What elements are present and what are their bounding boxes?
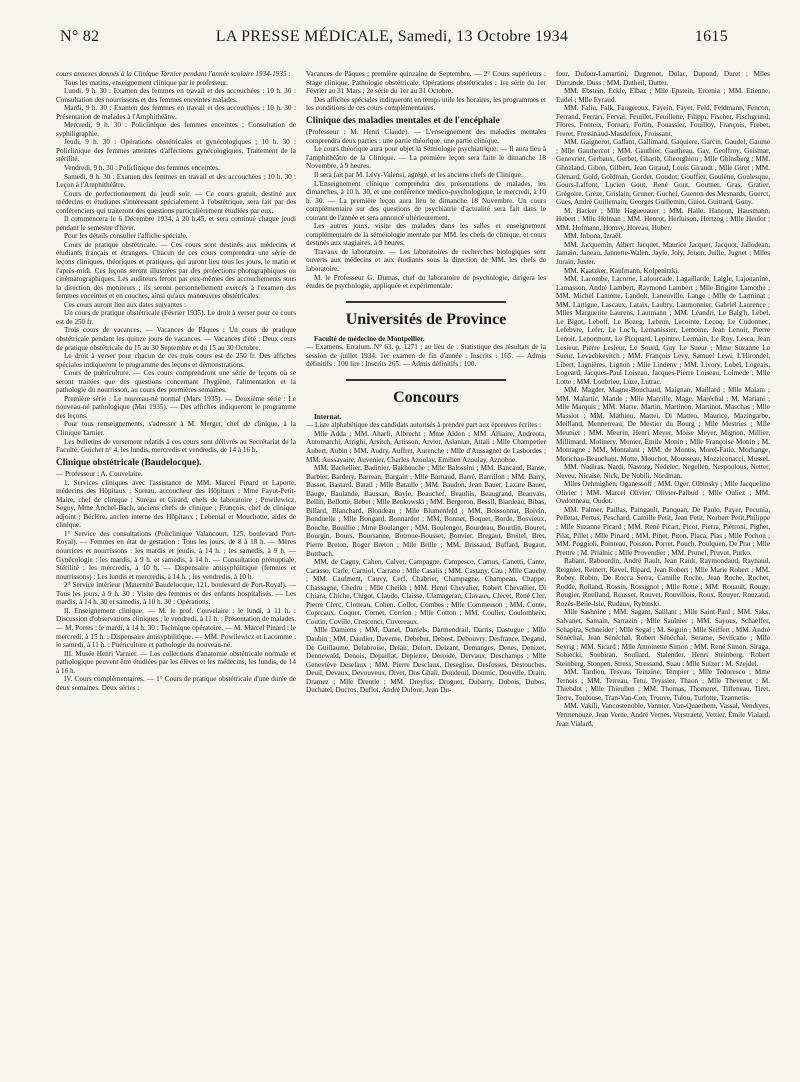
paragraph: MM. Palmer, Paillas, Paingault, Panquan, De Paulo, Payer, Pecunia, Pelletat, Pertus, Peschard, Camille Petit, Jean Petit, Norbert Petit,Philippe ; Mlle Suzanne Picard ; MM. René Picart, Picot, Pierra, Piétroni, Pighet, Pilat, Pillet ; Mlle Pinard ; MM. Pinet, Piton, Placa, Plas ; Mlle Pochon ; MM. Poggioli, Pointeau, Poisson, Porret, Pouch, Poulquen, De Prat ; Mlle Prettre ; M. Prialnic ; Mlle Provendier ; MM. Prunel, Pruvot, Purko. (556, 505, 770, 557)
paragraph: (Professeur : M. Henri Claude). — L'enseignement des maladies mentales comprendra deux parties : une partie théorique, une partie clinique. (306, 128, 546, 145)
paragraph: MM. Vakili, Vancostenoble, Vannier, Van-Quaethem, Vassal, Vendryes, Vermenouze, Jean Verne, André Vernes, Verstraete, Vettier, Émile Vialard, Jean Vialard, (556, 702, 770, 728)
paragraph: Il sera fait par M. Lévy-Valensi, agrégé, et les anciens chefs de Clinique. (314, 170, 523, 179)
paragraph: MM. Falíu, Falk, Faugeroux, Fayein, Fayet, Feld, Feldmann, Fencon, Ferrand, Ferrari, Ferval, Feuillet, Feuillette, Filippi, Fischer, Fischgrund, Flores, Fonteix, Fornari, Fortin, Fouassier, Fouilloy, François, Frebet, Freret, Fressinaud-Masdefeix, Froissant. (556, 104, 770, 138)
paragraph: Un cours de pratique obstétricale (Février 1935). Le droit à verser pour ce cours est de 250 fr. (56, 309, 296, 326)
paragraph: — Professeur : A. Couvelaire. (56, 470, 143, 479)
section-title-universites: Universités de Province (345, 310, 507, 328)
paragraph: — Examens. Erratum. N° 63, p. 1271 ; au lieu de : Statistique des résultats de la session de juillet 1934. 1er examen de fin d'année : Inscrits : 165. — Admis définitifs : 100 lire : Inscrits 265. — Admis définitifs : 100. (306, 343, 546, 369)
paragraph: Rabant, Rabourdin, André Rault, Jean Rault, Raymondaud, Raynaud, Reignier, Reinert, Revel, Ripard, Jean Robert ; Mlle Marie Robert ; MM. Robey, Robin, De Rocca Serra, Camille Roche, Jean Roche, Rochet, Rodde, Rolland, Rossin, Rossignol ; Mlle Rotte ; MM. Rouault, Rouge, Rougier, Roulland, Rousset, Rouvet, Rouvillois, Roux, Rouyer, Rouzaud, Rozès-Belle-Isle, Rudaux, Rybinski. (556, 557, 770, 608)
paragraph: MM. Magder, Magne-Bouchaud, Maignan, Maillard ; Mlle Malam ; MM. Malartic, Mande ; Mlle Marcille, Mage, Maréchal ; M. Mariani ; Mlle Marquis ; MM. Marre, Martin, Martinon, Martinot, Maschas ; Mlle Massiot ; MM. Mathieu, Mattei, Di Matteo, Maurice, Mazingarbe, Meilland, Mennetreau, De Mestier du Bourg ; Mlle Mestries ; Mlle Meunier ; MM. Meurin, Henri Meyer, Moise Meyer, Mignon, Millier, Millimard, Molinery, Monier, Émile Monin ; Mlle Françoise Monin ; M. Montagne ; MM. Montalant ; MM. de Montis, Morel-Fatio, Morhange, Morichau-Beauchant, Motte, Mouchot, Mousseau, Mozziconacci, Mussel. (556, 386, 770, 463)
paragraph: 2° Service intérieur (Maternité Baudelocque, 121, boulevard de Port-Royal). — Tous les jours, à 9 h. 30 : Visite des femmes et des enfants hospitalisés. — Les mardis, à 14 h. 30 et samedis, à 10 h. 30 : Opérations. (56, 581, 296, 607)
paragraph: Mlle Adda ; MM. Aharfi, Albrecht ; Mme Aldon ; MM. Alliaire, Andreota, Antomarchi, Arrighi, Arsitch, Artisson, Arvier, Aslanian, Attali ; Mlle Champetier Aubert, Aubin ; MM. Audry, Auffret, Aurenche ; Mlle d'Aussagnel de Lasbordes ; MM. Aussavaire, Auvenier, Charles Azoulay, Emilien Azoulay, Aznoboe. (306, 429, 546, 464)
paragraph: MM. Gaignerot, Gallant, Gallimard, Gaquiere, Garcin, Gaudel, Gaume ; Mlle Gauthercot ; MM. Gauthier, Gautheau, Gay, Geoffroy, Geismar, Genevrier, Gerbaux, Gerbet, Gharib, Gheorghiou ; Mlle Ghinsberg ; MM. Ghozland, Gibon, Gilbert, Jean Giraud, Louis Giraudt ; Mlle Giret ; MM. Glenard, Gold, Goldman, Gordet, Goudot, Gouffier, Goulène, Goulesque, Gours-Laffont, Lucien Gout, René Gout, Goutner, Gras, Gratier, Grégoire, Grèze, Grislain, Gruner, Guchel, Guenon des Mesnards, Guerct, Gues, André Guillemain, Georges Guillemin, Guiot, Guittard, Guny. (556, 138, 770, 207)
paragraph: Il commencera le 6 Décembre 1934, à 20 h.45, et sera continué chaque jeudi pendant le semestre d'hiver. (56, 215, 296, 232)
paragraph: MM. Inbona, Izraël. (564, 232, 623, 241)
paragraph: Les bulletins de versement relatifs à ces cours sont délivrés au Secrétariat de la Faculté, Guichet n° 4, les lundis, mercredis et vendredis, de 14 à 16 h. (56, 437, 296, 455)
page-number: 1615 (694, 28, 728, 45)
paragraph: L'Enseignement clinique comprendra des présentations de malades, les dimanches, à 10 h. 30, et une conférence médico-psychologique, le mercredi, à 10 h. 30. — La première leçon aura lieu le dimanche 18 Novembre. Un cours complémentaire sur des questions de psychiatrie d'actualité sera fait dans le courant de l'année et sera annoncé ultérieurement. (306, 179, 546, 222)
paragraph: M. Hacker ; Mlle Hagueuauer ; MM. Halle, Hanoun, Hausmann, Hebert ; Mlle Helman ; MM. Henrot, Herluison, Hertzog ; Mlle Heulot ; MM. Hofmann, Homsy, Horeau, Huber. (556, 206, 770, 232)
section-heading: Clinique des maladies mentales et de l'encéphale (306, 115, 500, 126)
paragraph: Cours de pratique obstétricale. — Ces cours sont destinés aux médecins et étudiants français et étrangers. Chacun de ces cours comprendra une série de leçons cliniques, théoriques et pratiques, qui auront lieu tous les jours, le matin et l'après-midi. Ces leçons seront illustrées par des projections photographiques ou cinématographiques. Les auditeurs feront par eux-mêmes des accouchements sous la direction des moniteurs ; ils seront personnellement exercés à l'examen des femmes enceintes et en couches, ainsi qu'aux manœuvres obstétricales. (56, 240, 296, 301)
paragraph: Vendredi, 9 h. 30 : Policlinique des femmes enceintes. (64, 164, 220, 173)
paragraph: Mercredi, 9 h. 30 : Policlinique des femmes enceintes ; Consultation de syphiligraphie. (56, 121, 296, 138)
paragraph: Le droit à verser pour chacun de ces trois cours est de 250 fr. Des affiches spéciales indiqueront le programme des leçons et démonstrations. (56, 352, 296, 369)
paragraph: cours annexes donnés à la Clinique Tarnier pendant l'année scolaire 1934-1935 : (56, 70, 291, 78)
column-2 (306, 70, 546, 1070)
paragraph: Ces cours auront lieu aux dates suivantes : (64, 300, 186, 309)
paragraph: 1° Service des consultations (Policlinique Valancourt, 125, boulevard Port-Royal). — Femmes en état de gestation : Tous les jours, de 8 à 18 h. — Mères nourrices et nourrissons : les mardis et jeudis, à 14 h. ; les samedis, à 9 h. — Gynécologie : les mardis, à 9 h. et samedis, à 14 h. — Consultation prénuptiale, Stérilité : les mercredis, à 10 h. — Dispensaire antisyphilitique (femmes et nourrissons) : Les lundis et mercredis, à 14 h. ; les vendredis, à 10 h. (56, 529, 296, 581)
paragraph: MM. Lacombe, Lacorne, Lafourcade, Lagaillarde, Laigle, Lajouanine, Lamasson, André Lambert, Raymond Lambert ; Mlle Brigitte Lamothe ; MM. Michel Lamotte, Landolt, Laneuville, Lange ; Mlle de Larminat ; MM. Lartigue, Lascaux, Lataix, Laubry, Laumonnier, Gabriel Laurence ; Mlles Marguerite Laurens, Lautmann ; MM. Léandri, Le Balg'h, Lebel, Le Bigot, Leboff, Le Bozeg, Lebrun, Lecointe, Lecoq, Le Cudonnec, Lefebvre, Lefer, Le Loc'h, Lemanissier, Lemoine, Jean Lenoir, Pierre Lenoir, Lenormont, Le Picquard, Lepintre, Lermain, Le Roy, Lesca, Jean Lesieur, Pierre Lesieur, Le Sourd, Guy Le Sueur ; Mme Suzanne Le Sueur, Levachkevitch ; MM. François Levy, Samuel Lewi, L'Hirondel, Libert, Lignières, Lignon ; Mlle Lindenv ; MM. Livory, Lobel, Logeais, Logeard, Jacques-Paul Loiseau, Jacques-Pierre Loiseau, Lolmede ; Mlle Lotte ; MM. Loubrieu, Luze, Lutrac. (556, 275, 770, 386)
paragraph: Lundi, 9 h. 30 : Examen des femmes en travail et des accouchées ; 10 h. 30 : Consultation des nourrissons et des femmes enceintes malades. (56, 87, 296, 104)
section-title-concours: Concours (393, 388, 459, 406)
paragraph: MM. Bachellier, Badinier, Bakhouche ; Mlle Balossini ; MM. Bancaud, Banse, Barbier, Bardery, Barrean, Bargain ; Mlle Barnaud, Barré, Barrillon ; MM. Barry, Bassot, Bastard, Batail ; Mlle Bataille ; MM. Baudon, Jean Bauer, Lazare Bauer, Bauge, Baulande, Baussan, Bayle, Beauchef, Beaulils, Beaugrand, Beauvais, Bellin, Bellotte, Bebet ; Mlle Benkowski ; MM. Bergeron, Bessil, Biardeau, Bibas, Billard, Blanchard, Blondeau ; Mlle Blumenfeld ; MM. Boissonnat, Boivin, Bonduelle ; Mlle Bongard, Bonnardot ; MM. Bonnet, Boquet, Borde, Bosvieux, Bouche, Bouillie ; Mme Boulanger ; MM. Boulenger, Bourdeau, Bourdin, Bouret, Bourgin, Bours, Boursanne, Botroue-Bousset, Bouvier, Bregaut, Breitel, Bret, Pierre Breton, Roger Breton ; Mlle Brille ; MM. Brissaud, Buffard, Bugaut, Buttbach. (306, 464, 546, 558)
subsection-heading: Faculté de médecine de Montpellier. (314, 334, 425, 343)
paragraph: 1. Services cliniques avec l'assistance de MM. Marcel Pinard et Laporte, médecins des Hôpitaux ; Sureau, accoucheur des Hôpitaux ; Mme Fayot-Petit-Maire, chef de clinique ; Sureau et Girard, chefs de laboratoire ; Powilewicz, Seguy, Mme Anchel-Bach, anciens chefs de clinique ; François, chef de clinique adjoint ; Béclère, ancien interne des Hôpitaux ; Lebental et Mouchotte, aides de clinique. (56, 478, 296, 530)
section-heading: Clinique obstétricale (Baudelocque). (56, 457, 202, 468)
paragraph: MM. Kaatzker, Kaufmann, Kolpenitzki. (564, 266, 680, 275)
journal-title: LA PRESSE MÉDICALE, Samedi, 13 Octobre 1934 (215, 28, 569, 45)
paragraph: Samedi, 9 h. 30 : Examen des femmes en travail et des accouchées ; 10 h. 30 : Leçon à l'Amphithéâtre. (56, 172, 296, 190)
paragraph: Mlles Oehmighen, Oganessoff ; MM. Oger, Olbinsky ; Mlle Jacqueline Olivier ; MM. Marcel Olivier, Olivier-Palbud ; Mlle Ouliez ; MM. Ovdonneau, Oudot. (556, 480, 770, 506)
paragraph: Pour tous renseignements, s'adresser à M. Merger, chef de clinique, à la Clinique Tarnier. (56, 420, 296, 437)
paragraph: MM. Tardieu, Tesvau, Teinzine, Tempier ; Mlle Tedoresco ; Mme Ternois ; MM. Terreau, Tetu, Teyssier, Thaon ; Mlle Thevenot ; M. Thiebdot ; Mlle Thieullen ; MM. Thomas, Thomeret, Tiffeneau, Tiret, Torre, Toulouse, Tran-Van-Con, Trouve, Tulou, Turlotte, Tzannetis. (556, 668, 770, 702)
paragraph: M. le Professeur G. Dumas, chef du laboratoire de psychologie, dirigera les études de psychologie, appliquée et expérimentale. (306, 273, 546, 291)
paragraph: MM. Nadiras, Nardi, Nastorg, Nédelec, Negellen, Nespoulous, Netter, Neveu, Nicaise, Nick, De Nobili, Nordman. (556, 463, 770, 480)
paragraph: Mlle Sashnine ; MM. Sagant, Saillant ; Mlle Saint-Paul ; MM. Saks, Salvanet, Samain, Sarrazin ; Mlle Saulnier ; MM. Sayous, Schaeffer, Schapira, Schneider ; Mlle Segal ; M. Seguin ; Mlle Seiffert ; MM. André Sénéchal, Jean Sénéchal, Robert Sénéchal, Serame, Sevilcano ; Mlle Seyrig ; MM. Sicard ; Mlle Antoinette Simon ; MM. René Simon, Siraga, Sobiecki, Soubiran, Soullard, Stalender, Henri Steinberg, Robert Steinberg, Stoopen, Stress, Stressand, Suau ; Mlle Sulzer ; M. Szejdel. (556, 608, 770, 668)
divider (346, 379, 506, 381)
paragraph: Vacances de Pâques ; première quinzaine de Septembre. — 2° Cours supérieurs : Stage clinique. Pathologie obstétricale. Opérations obstétricales : 1re série du 1er Février au 31 Mars ; 2e série du 1er au 31 Octobre. (306, 70, 546, 96)
paragraph: MM. Ebstein, Eckle, Elbaz ; Mlle Epstein, Ercenia ; MM. Etienne, Eudel ; Mlle Eyraud. (556, 87, 770, 104)
paragraph: Trois cours de vacances. — Vacances de Pâques : Un cours de pratique obstétricale pendant les quinze jours de vacances. — Vacances d'été : Deux cours de pratique obstétricale du 15 au 30 Septembre et du 15 au 30 Octobre. (56, 326, 296, 352)
masthead (56, 28, 728, 60)
paragraph: Première série : Le nouveau-né normal (Mars 1935). — Deuxième série : Le nouveau-né pathologique (Mai 1935). — Des affiches indiqueront le programme des leçons. (56, 394, 296, 420)
column-3 (556, 70, 770, 1070)
paragraph: Mlle Damiens ; MM. Danel, Daniels, Darmendrail, Darris, Dastugue ; Mlle Daubin ; MM. Daudier, Daverne, Debebut, Debost, Debouvry, Desfrance, Degand, De Guillaume, Delabroise, Delair, Delort, Delzant, Demanges, Denes, Denizet, Dennewald, Denois, Depaillat, Depierre, Deroide, Dervaux, Deschamps ; Mlle Geneviève Deselaux ; MM. Pierre Desclaux, Deseglise, Desfosses, Destouches, Deuil, Devaux, Devouveux, Divet, Dos Ghali, Doudeuil, Doumic, Douville, Drain, Dramez ; Mlle Dreutle ; MM. Dreyfus, Droguet, Dubarry, Dubois, Dubos, Duchatel, Ducros, Duflot, André Dufour, Jean Du- (306, 626, 546, 695)
paragraph: Cours de perfectionnement du jeudi soir. — Ce cours gratuit, destiné aux médecins et étudiants s'intéressant spécialement à l'obstétrique, sera fait par des conférenciers qui traiteront des questions particulièrement étudiées par eux. (56, 189, 296, 215)
paragraph: MM. de Cagny, Cahen, Calvet, Campagne, Campesco, Camus, Canetti, Cante, Carasso, Carle, Carniol, Carrano ; Mlle Casalis ; MM. Castany, Cau ; Mlle Cauchy ; MM. Caufment, Cauvy, Cerf, Chabrier, Champagne, Champeau, Chappe, Chassagne, Chedru ; Mlle Cheikh ; MM. Henri Chevalier, Robert Chevallier, Di Chiara, Chiche, Chigot, Claudo, Claisse, Clamageran, Clavaux, Clecet, René Cler, Pierre Clerc, Clotteau, Cohen, Collot, Combes ; Mlle Commerson ; MM. Conte, Coprcaux, Coquet, Cornet, Corrion ; Mlle Cotton ; MM. Coullet, Coulombeix, Coutin, Coville, Crescenci, Cuvereaux. (306, 558, 546, 626)
subsection-heading: Internat. (314, 412, 342, 421)
column-1 (56, 70, 296, 1070)
paragraph: Travaux de laboratoire. — Les laboratoires de recherches biologiques sont ouverts aux médecins et aux étudiants sous la direction de MM. les chefs de laboratoire. (306, 247, 546, 273)
paragraph: Les autres jours, visite des malades dans les salles et enseignement complémentaire de la séméiologie mentale par MM. les chefs de clinique, et cours destinés aux stagiaires, à 9 heures. (306, 222, 546, 248)
paragraph: III. Musée Henri Varnier. — Les collections d'anatomie obstétricale normale et pathologique peuvent être étudiées par les élèves et les médecins, les lundis, de 14 à 16 h. (56, 649, 296, 675)
paragraph: Des affiches spéciales indiqueront en temps utile les horaires, les programmes et les conditions de ces cours complémentaires. (306, 95, 546, 113)
paragraph: Pour les détails consulter l'affiche spéciale. (64, 232, 188, 241)
paragraph: II. Enseignement clinique. — M. le prof. Couvelaire : le lundi, à 11 h. : Discussion d'observations cliniques ; le vendredi, à 11 h. : Présentation de malades. — M. Portes : le mardi, à 14 h. 30 : Technique opératoire. — M. Marcel Pinard : le mercredi, à 15 h. : Dispensaire antisyphilitique. — MM. Powilewicz et Lacomme : le samedi, à 11 h. : Puériculture et pathologie du nouveau-né. (56, 606, 296, 650)
paragraph: Le cours théorique aura pour objet la Sémiologie psychiatrique. — Il aura lieu à l'amphithéâtre de la Clinique. — La première leçon sera faite le dimanche 18 Novembre, à 9 heures. (306, 145, 546, 171)
divider (346, 301, 506, 303)
paragraph: Mardi, 9 h. 30 : Examen des femmes en travail et des accouchées ; 10 h. 30 : Présentation de malades à l'Amphithéâtre. (56, 104, 296, 121)
paragraph: Cours de puériculture. — Ces cours comprendront une série de leçons où se seront traitées que des questions concernant l'hygiène, l'alimentation et la pathologie du nourrisson, au cours des premières semaines. (56, 369, 296, 395)
paragraph: IV. Cours complémentaires. — 1° Cours de pratique obstétricale d'une durée de deux semaines. Deux séries : (56, 675, 296, 692)
paragraph: Jeudi, 9 h. 30 : Opérations obstétricales et gynécologiques ; 10 h. 30 : Policlinique des femmes atteintes d'affections gynécologiques. Traitement de la stérilité. (56, 138, 296, 164)
issue-number: N° 82 (60, 28, 100, 45)
paragraph: Tous les matins, enseignement clinique par le professeur. (64, 78, 228, 87)
paragraph: four, Dufour-Lamartini, Dugrenot, Dulac, Dupond, Duret ; Mlles Durrande, Duss ; MM. Dutheil, Dutter. (556, 70, 770, 87)
paragraph: MM. Jacquemin, Albert Jacquet, Maurice Jacquet, Jacquot, Jallodean, Jamain, Janeau, Jannette-Walen, Jayle, Joly, Jouon, Juille, Jugnet ; Mlles Jurain, Juster. (556, 240, 770, 267)
paragraph: — Liste alphabétique des candidats autorisés à prendre part aux épreuves écrites : (306, 421, 542, 430)
